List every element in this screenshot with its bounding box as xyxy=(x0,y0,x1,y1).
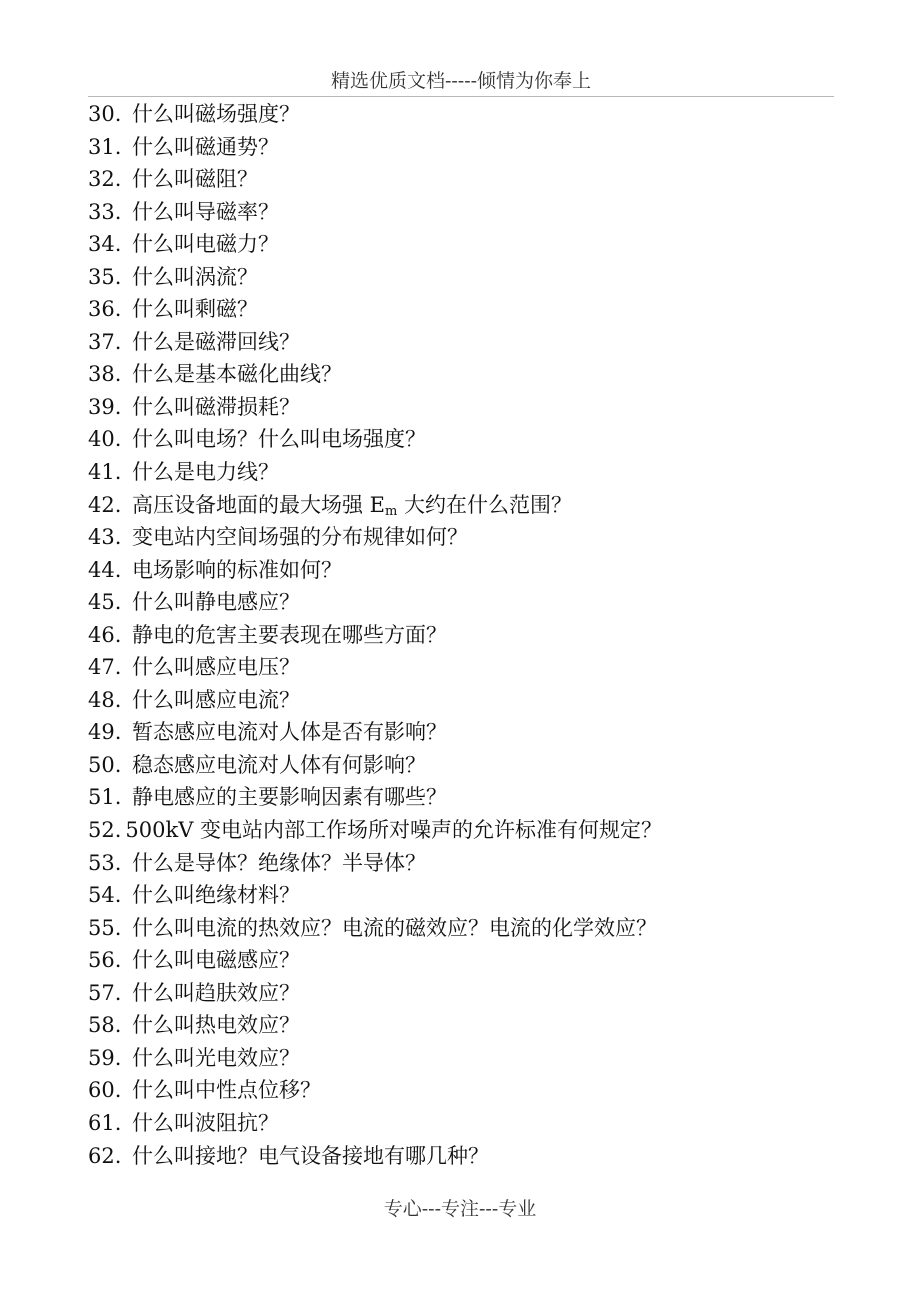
question-item xyxy=(88,651,848,684)
question-number: 49. xyxy=(88,720,122,745)
question-number: 32. xyxy=(88,167,122,192)
question-number: 57. xyxy=(88,980,122,1005)
question-item xyxy=(88,1009,848,1042)
question-item xyxy=(88,977,848,1010)
question-item xyxy=(88,1107,848,1140)
question-text: 什么是磁滞回线？ xyxy=(132,329,300,354)
question-number: 38. xyxy=(88,362,122,387)
question-number: 62. xyxy=(88,1143,122,1168)
question-number: 43. xyxy=(88,525,122,550)
question-number: 33. xyxy=(88,199,122,224)
question-item xyxy=(88,196,848,229)
question-number: 47. xyxy=(88,655,122,680)
question-item xyxy=(88,879,848,912)
question-text: 静电感应的主要影响因素有哪些？ xyxy=(132,785,447,810)
question-text: 什么叫导磁率？ xyxy=(132,199,279,224)
question-item xyxy=(88,423,848,456)
question-text: 什么叫磁阻？ xyxy=(132,167,258,192)
question-list xyxy=(88,98,848,1172)
question-number: 34. xyxy=(88,232,122,257)
question-text: 什么叫涡流？ xyxy=(132,264,258,289)
question-number: 59. xyxy=(88,1045,122,1070)
question-text: 什么叫磁通势？ xyxy=(132,134,279,159)
question-text: 什么是基本磁化曲线？ xyxy=(132,362,342,387)
question-text: 什么是导体？绝缘体？半导体？ xyxy=(132,850,426,875)
question-text: 什么叫热电效应？ xyxy=(132,1013,300,1038)
question-item xyxy=(88,1140,848,1173)
question-item xyxy=(88,716,848,749)
question-item xyxy=(88,131,848,164)
question-text: 什么叫电磁感应？ xyxy=(132,948,300,973)
question-number: 53. xyxy=(88,850,122,875)
question-text: 暂态感应电流对人体是否有影响？ xyxy=(132,720,447,745)
header-divider xyxy=(88,96,834,97)
question-number: 40. xyxy=(88,427,122,452)
question-text: 什么叫光电效应？ xyxy=(132,1045,300,1070)
question-item xyxy=(88,228,848,261)
question-item xyxy=(88,781,848,814)
question-item xyxy=(88,163,848,196)
question-text: 500kV 变电站内部工作场所对噪声的允许标准有何规定？ xyxy=(125,818,663,843)
question-text: 电场影响的标准如何？ xyxy=(132,557,342,582)
page-footer: 专心---专注---专业 xyxy=(383,1198,537,1220)
question-number: 58. xyxy=(88,1013,122,1038)
question-item xyxy=(88,619,848,652)
question-number: 39. xyxy=(88,394,122,419)
page-header: 精选优质文档-----倾情为你奉上 xyxy=(330,70,592,92)
question-item xyxy=(88,814,848,847)
question-text: 什么叫剩磁？ xyxy=(132,297,258,322)
question-number: 46. xyxy=(88,622,122,647)
question-item xyxy=(88,586,848,619)
question-text: 什么是电力线？ xyxy=(132,460,279,485)
question-number: 55. xyxy=(88,915,122,940)
question-text: 什么叫磁滞损耗？ xyxy=(132,394,300,419)
question-text: 什么叫趋肤效应？ xyxy=(132,980,300,1005)
question-item xyxy=(88,1042,848,1075)
question-text: 高压设备地面的最大场强 E xyxy=(132,492,386,517)
question-text: 什么叫静电感应？ xyxy=(132,590,300,615)
question-text: 什么叫波阻抗？ xyxy=(132,1110,279,1135)
question-text: 什么叫电磁力？ xyxy=(132,232,279,257)
question-text: 什么叫接地？电气设备接地有哪几种？ xyxy=(132,1143,489,1168)
question-number: 50. xyxy=(88,752,122,777)
question-number: 30. xyxy=(88,102,122,126)
question-number: 41. xyxy=(88,460,122,485)
question-number: 60. xyxy=(88,1078,122,1103)
question-text: 什么叫感应电压？ xyxy=(132,655,300,680)
question-text: 什么叫电场？什么叫电场强度？ xyxy=(132,427,426,452)
question-text: 什么叫电流的热效应？电流的磁效应？电流的化学效应？ xyxy=(132,915,657,940)
question-item xyxy=(88,1074,848,1107)
question-text-continued: 大约在什么范围？ xyxy=(397,492,573,517)
question-item xyxy=(88,261,848,294)
question-number: 37. xyxy=(88,329,122,354)
question-item xyxy=(88,391,848,424)
question-item xyxy=(88,489,848,522)
question-text: 静电的危害主要表现在哪些方面？ xyxy=(132,622,447,647)
question-number: 36. xyxy=(88,297,122,322)
question-number: 51. xyxy=(88,785,122,810)
question-item xyxy=(88,293,848,326)
question-item xyxy=(88,912,848,945)
question-item xyxy=(88,944,848,977)
question-text: 稳态感应电流对人体有何影响？ xyxy=(132,752,426,777)
question-number: 45. xyxy=(88,590,122,615)
question-number: 35. xyxy=(88,264,122,289)
subscript: m xyxy=(385,503,398,519)
question-item xyxy=(88,847,848,880)
question-item xyxy=(88,326,848,359)
question-number: 42. xyxy=(88,492,122,517)
question-text: 什么叫感应电流？ xyxy=(132,687,300,712)
question-item xyxy=(88,456,848,489)
question-item xyxy=(88,521,848,554)
question-item xyxy=(88,749,848,782)
question-number: 61. xyxy=(88,1110,122,1135)
question-text: 什么叫绝缘材料？ xyxy=(132,883,300,908)
question-number: 56. xyxy=(88,948,122,973)
question-item xyxy=(88,554,848,587)
question-number: 48. xyxy=(88,687,122,712)
question-number: 44. xyxy=(88,557,122,582)
question-number: 52. xyxy=(88,818,122,843)
question-text: 什么叫磁场强度？ xyxy=(132,102,300,126)
question-number: 31. xyxy=(88,134,122,159)
question-number: 54. xyxy=(88,883,122,908)
question-item xyxy=(88,684,848,717)
question-item xyxy=(88,358,848,391)
question-text: 什么叫中性点位移？ xyxy=(132,1078,321,1103)
question-text: 变电站内空间场强的分布规律如何？ xyxy=(132,525,468,550)
question-item xyxy=(88,98,848,131)
